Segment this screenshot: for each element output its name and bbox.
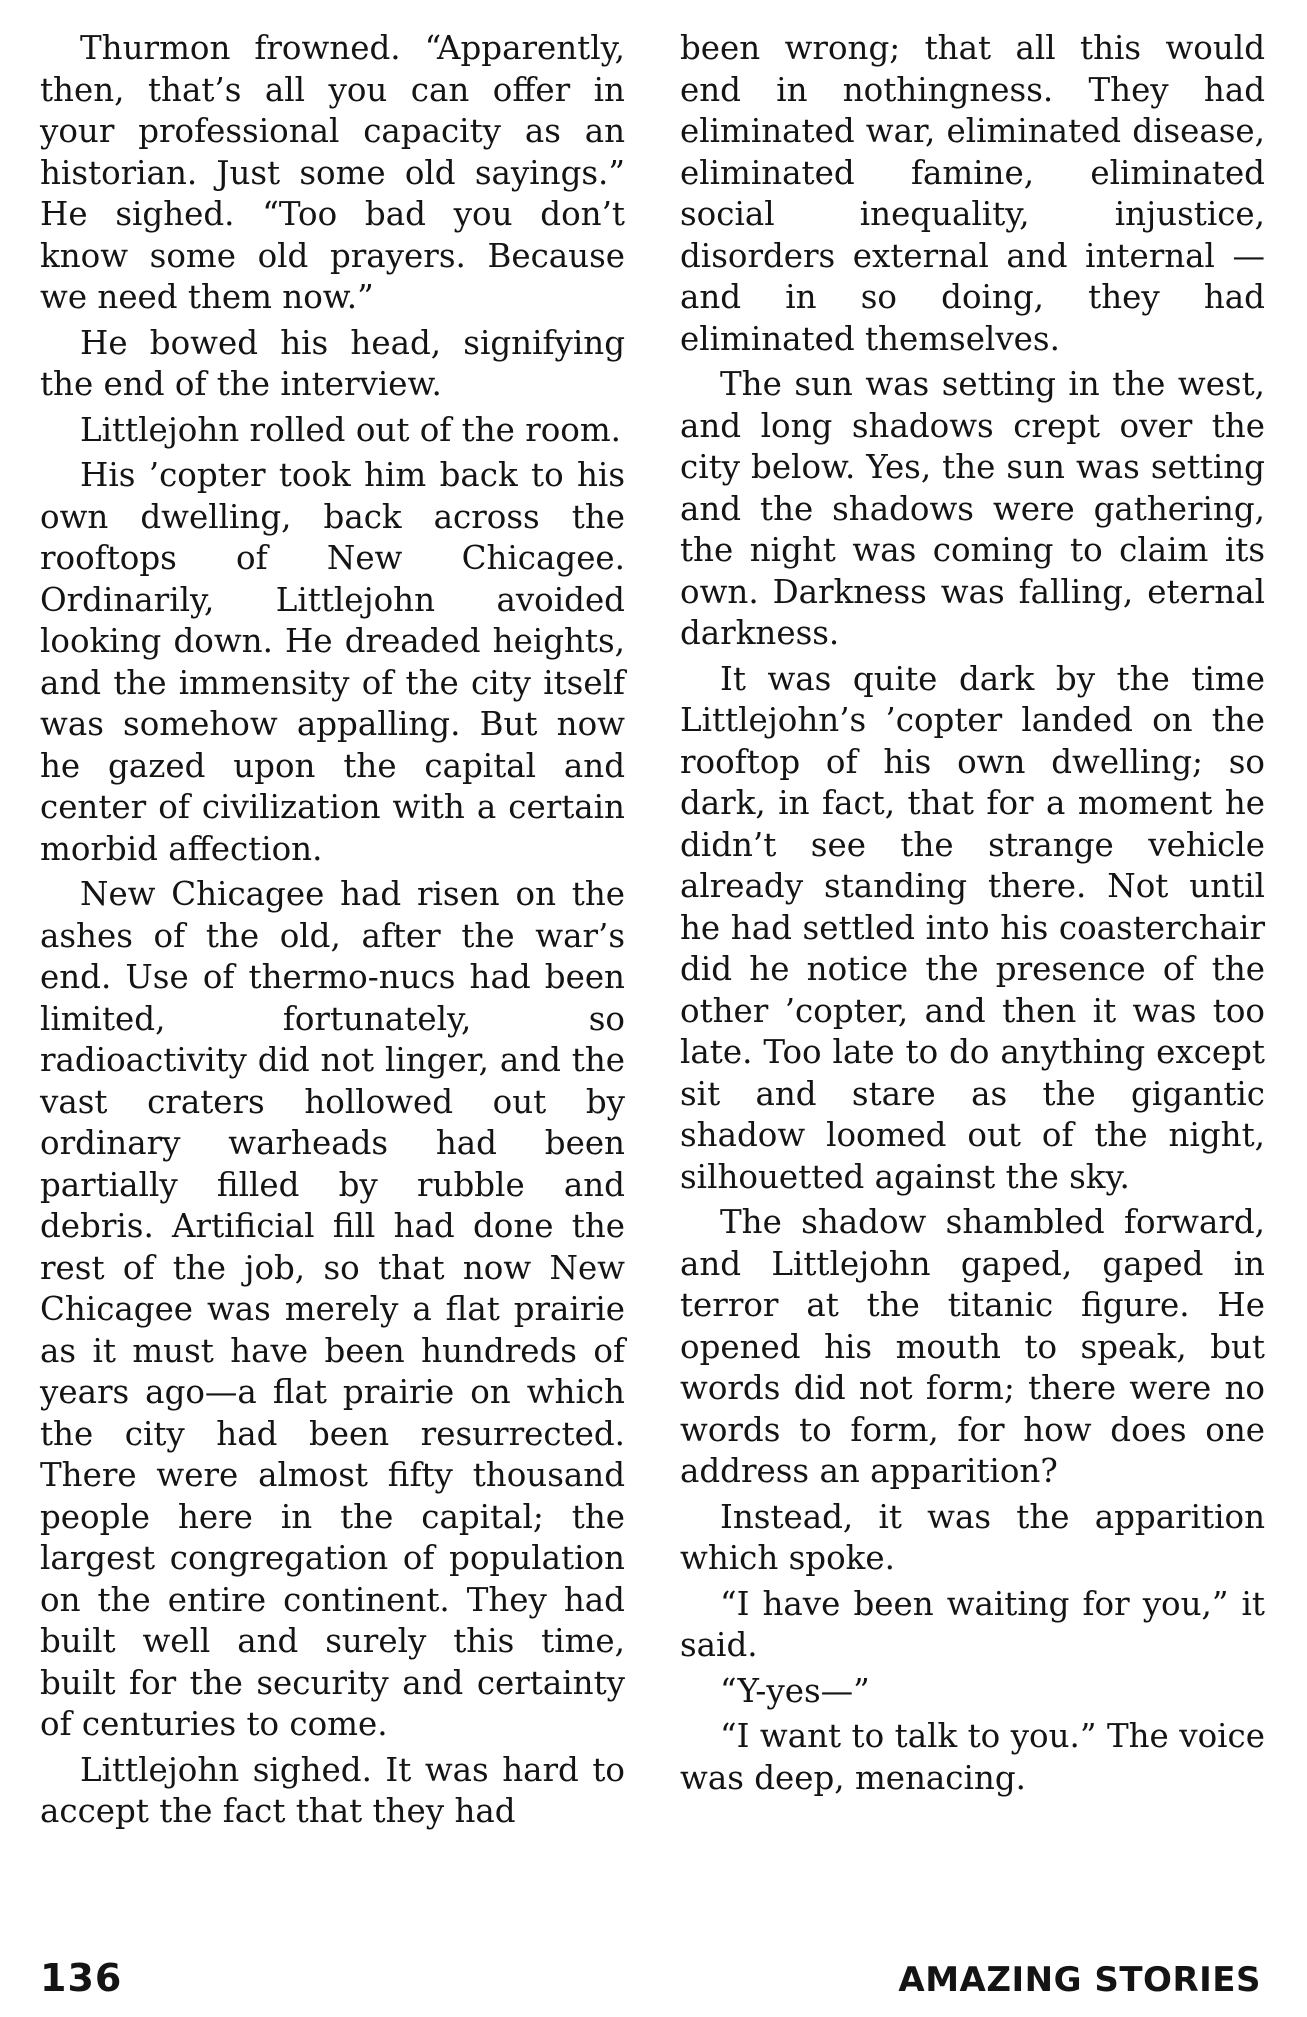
paragraph: Littlejohn rolled out of the room. — [80, 410, 622, 449]
paragraph: Littlejohn sighed. It was hard to accept the fact that they had — [40, 1750, 625, 1830]
paragraph: Instead, it was the apparition which spoke. — [680, 1497, 1265, 1577]
paragraph: His ’copter took him back to his own dwelling, back across the rooftops of New Chicagee. Ordinarily, Littlejohn avoided looking down. He dreaded heights, and the immensity of the city itself was somehow appalling. But now he gazed upon the capital and center of civilization with a certain morbid affection. — [40, 456, 625, 868]
page-number: 136 — [40, 1956, 123, 2000]
right-column — [680, 28, 1265, 1803]
paragraph: It was quite dark by the time Littlejohn’s ’copter landed on the rooftop of his own dwelling; so dark, in fact, that for a moment he didn’t see the strange vehicle already standing there. Not until he had settled into his coasterchair did he notice the presence of the other ’copter, and then it was too late. Too late to do anything except sit and stare as the gigantic shadow loomed out of the night, silhouetted against the sky. — [680, 659, 1265, 1196]
left-column — [40, 28, 625, 1837]
paragraph: The sun was setting in the west, and long shadows crept over the city below. Yes, the sun was setting and the shadows were gathering, the night was coming to claim its own. Darkness was falling, eternal darkness. — [680, 365, 1265, 652]
paragraph: The shadow shambled forward, and Littlejohn gaped, gaped in terror at the titanic figure. He opened his mouth to speak, but words did not form; there were no words to form, for how does one address an apparition? — [680, 1203, 1265, 1490]
paragraph: New Chicagee had risen on the ashes of the old, after the war’s end. Use of thermo-nucs had been limited, fortunately, so radioactivity did not linger, and the vast craters hollowed out by ordinary warheads had been partially filled by rubble and debris. Artificial fill had done the rest of the job, so that now New Chicagee was merely a flat prairie as it must have been hundreds of years ago—a flat prairie on which the city had been resurrected. There were almost fifty thousand people here in the capital; the largest congregation of population on the entire continent. They had built well and surely this time, built for the security and certainty of centuries to come. — [40, 875, 625, 1743]
paragraph: Thurmon frowned. “Apparently, then, that’s all you can offer in your professional capacity as an historian. Just some old sayings.” He sighed. “Too bad you don’t know some old prayers. Because we need them now.” — [40, 29, 625, 316]
paragraph: “I want to talk to you.” The voice was deep, menacing. — [680, 1717, 1265, 1797]
paragraph: “I have been waiting for you,” it said. — [680, 1584, 1265, 1664]
paragraph: “Y-yes—” — [720, 1671, 870, 1710]
paragraph-continued: been wrong; that all this would end in nothingness. They had eliminated war, eliminated disease, eliminated famine, eliminated social inequality, injustice, disorders external and internal —and in so doing, they had eliminated themselves. — [680, 29, 1265, 358]
paragraph: He bowed his head, signifying the end of the interview. — [40, 323, 625, 403]
running-footer-title: AMAZING STORIES — [898, 1960, 1261, 2000]
